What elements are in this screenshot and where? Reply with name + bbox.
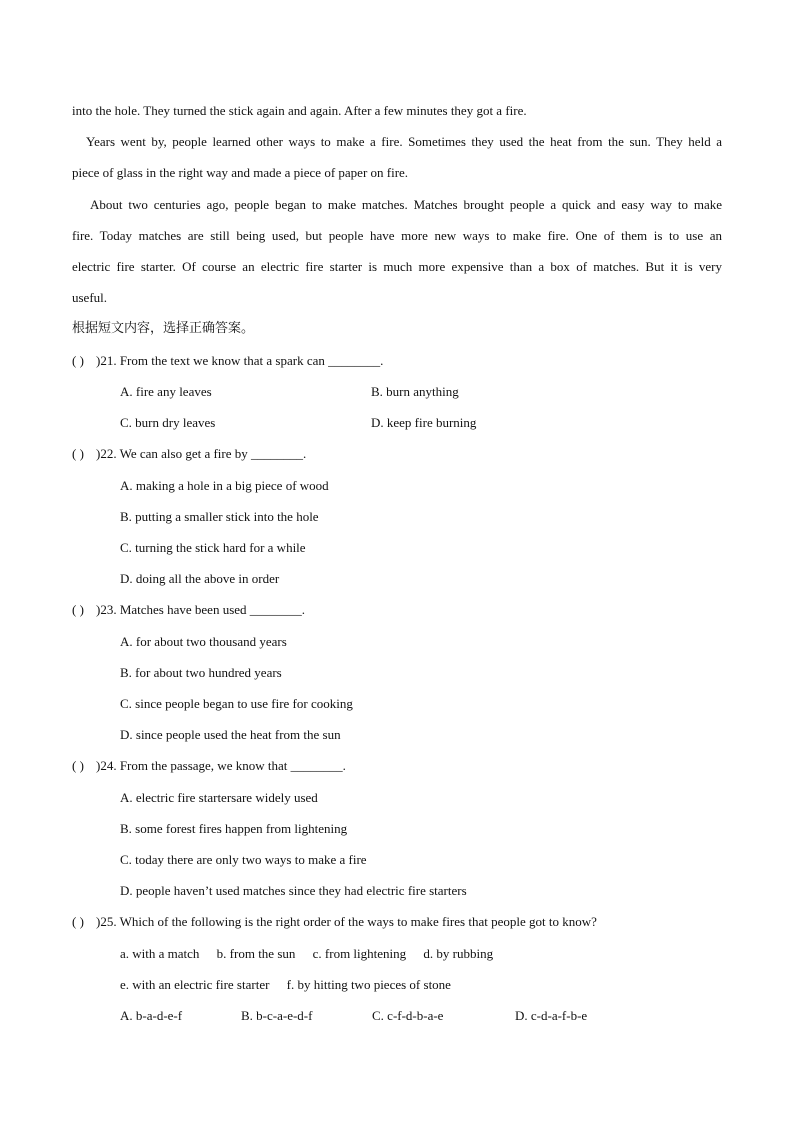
option-21-c: C. burn dry leaves [120, 415, 216, 430]
question-25-text: )25. Which of the following is the right order of the ways to make fires that people got to know? [96, 914, 597, 929]
option-21-d: D. keep fire burning [371, 415, 477, 430]
option-23-d: D. since people used the heat from the sun [120, 727, 341, 742]
passage-line-2: Years went by, people learned other ways to make a fire. Sometimes they used the heat from the sun. They held a [86, 134, 722, 149]
option-24-b: B. some forest fires happen from lightening [120, 821, 348, 836]
item-25-d: d. by rubbing [423, 946, 494, 961]
question-25-items-row-2 [120, 977, 465, 993]
answer-blank-21[interactable]: ( ) [72, 353, 84, 368]
answer-blank-24[interactable]: ( ) [72, 758, 84, 773]
option-25-d: D. c-d-a-f-b-e [515, 1008, 588, 1023]
item-25-a: a. with a match [120, 946, 200, 961]
option-24-d: D. people haven’t used matches since they had electric fire starters [120, 883, 467, 898]
question-21-text: )21. From the text we know that a spark can ________. [96, 353, 384, 368]
item-25-b: b. from the sun [216, 946, 296, 961]
question-23-text: )23. Matches have been used ________. [96, 602, 306, 617]
passage-line-4: About two centuries ago, people began to make matches. Matches brought people a quick and easy way to make [90, 197, 722, 212]
item-25-f: f. by hitting two pieces of stone [286, 977, 451, 992]
option-23-c: C. since people began to use fire for cooking [120, 696, 353, 711]
option-24-c: C. today there are only two ways to make a fire [120, 852, 367, 867]
answer-blank-23[interactable]: ( ) [72, 602, 84, 617]
option-22-a: A. making a hole in a big piece of wood [120, 478, 329, 493]
item-25-e: e. with an electric fire starter [120, 977, 270, 992]
passage-line-6: electric fire starter. Of course an electric fire starter is much more expensive than a box of matches. But it is very [72, 259, 722, 274]
option-23-a: A. for about two thousand years [120, 634, 287, 649]
option-25-b: B. b-c-a-e-d-f [241, 1008, 313, 1023]
option-23-b: B. for about two hundred years [120, 665, 282, 680]
answer-blank-25[interactable]: ( ) [72, 914, 84, 929]
option-22-d: D. doing all the above in order [120, 571, 280, 586]
answer-blank-22[interactable]: ( ) [72, 446, 84, 461]
instruction-heading: 根据短文内容，选择正确答案。 [72, 321, 255, 336]
option-22-b: B. putting a smaller stick into the hole [120, 509, 319, 524]
question-25-items-row-1 [120, 946, 507, 962]
option-21-a: A. fire any leaves [120, 384, 212, 399]
option-22-c: C. turning the stick hard for a while [120, 540, 306, 555]
question-24-text: )24. From the passage, we know that ________. [96, 758, 346, 773]
passage-line-5: fire. Today matches are still being used, but people have more new ways to make fire. One of them is to use an [72, 228, 722, 243]
question-22-text: )22. We can also get a fire by ________. [96, 446, 307, 461]
passage-line-7: useful. [72, 290, 108, 305]
item-25-c: c. from lightening [312, 946, 407, 961]
option-21-b: B. burn anything [371, 384, 459, 399]
passage-line-1: into the hole. They turned the stick again and again. After a few minutes they got a fire. [72, 103, 527, 118]
option-25-c: C. c-f-d-b-a-e [372, 1008, 444, 1023]
passage-line-3: piece of glass in the right way and made a piece of paper on fire. [72, 165, 409, 180]
option-25-a: A. b-a-d-e-f [120, 1008, 183, 1023]
option-24-a: A. electric fire startersare widely used [120, 790, 318, 805]
